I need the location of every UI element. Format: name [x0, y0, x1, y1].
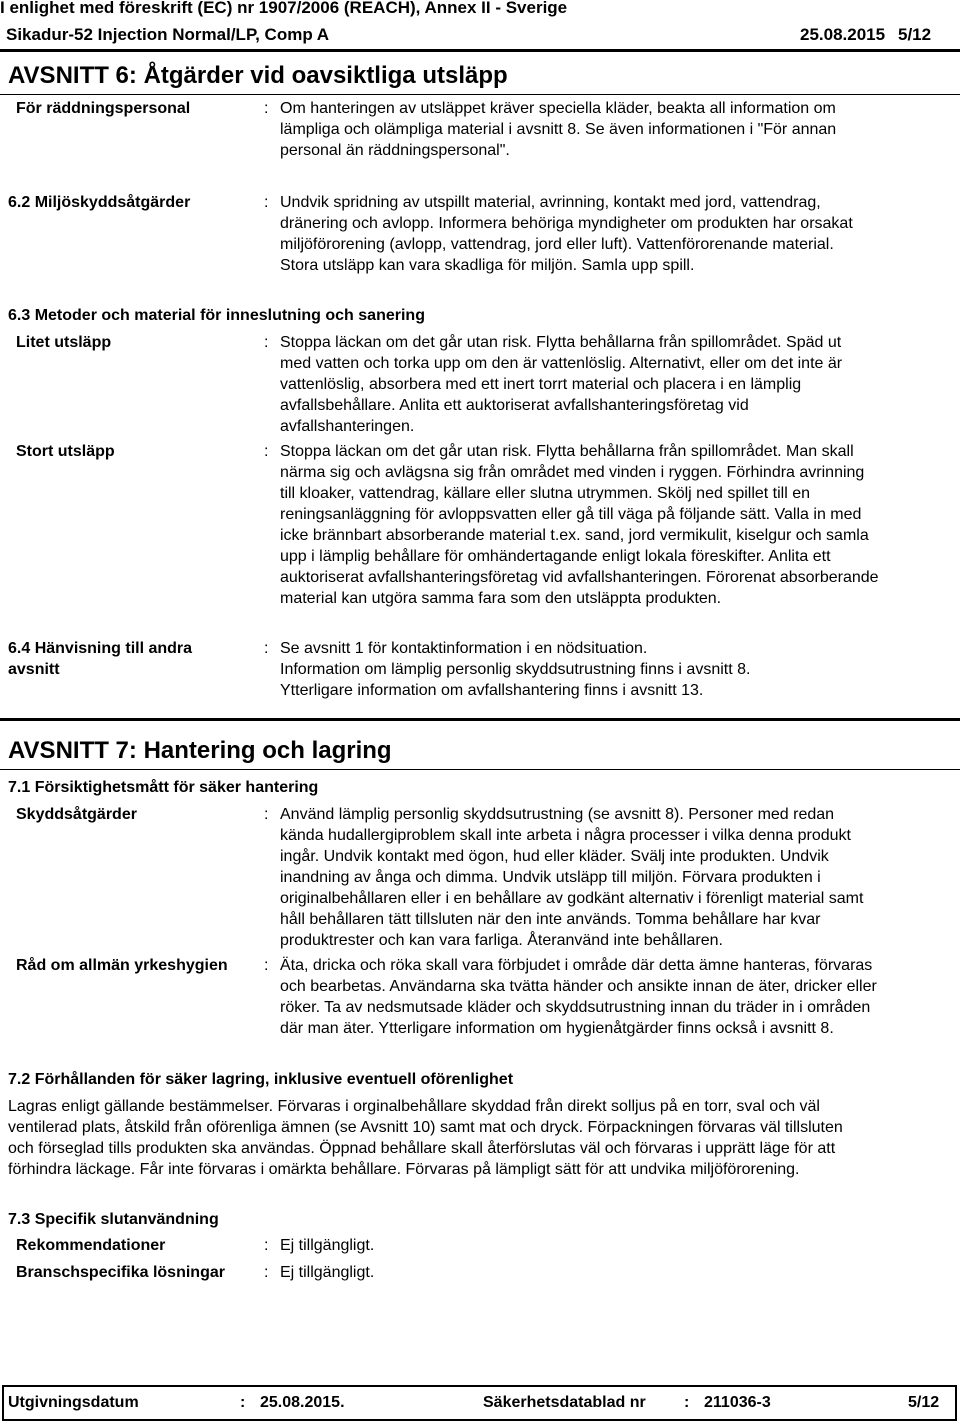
reference-label: 6.4 Hänvisning till andra avsnitt — [8, 640, 193, 678]
large-spill-colon: : — [264, 443, 269, 460]
large-spill-label: Stort utsläpp — [16, 443, 115, 460]
section7-top-rule — [0, 718, 960, 721]
protect-colon: : — [264, 806, 269, 823]
header-date: 25.08.2015 — [800, 25, 886, 44]
regulation-header: I enlighet med föreskrift (EC) nr 1907/2006 (REACH), Annex II - Sverige — [0, 0, 568, 17]
section7-title: AVSNITT 7: Hantering och lagring — [8, 737, 392, 764]
hygiene-label: Råd om allmän yrkeshygien — [16, 957, 228, 974]
industry-colon: : — [264, 1264, 269, 1281]
industry-label: Branschspecifika lösningar — [16, 1264, 225, 1281]
env-label: 6.2 Miljöskyddsåtgärder — [8, 194, 191, 211]
sds-number-value: 211036-3 — [704, 1394, 771, 1411]
footer — [2, 1385, 957, 1421]
recommendations-label: Rekommendationer — [16, 1237, 166, 1254]
env-text: Undvik spridning av utspillt material, avrinning, kontakt med jord, vattendrag, dränering och avlopp. Informera behöriga myndigheter om produkten har orsakat miljöförorening (avlopp, vattendrag, jord eller luft). Vattenförorenande material. Stora utsläpp kan vara skadliga för miljön. Samla upp spill. — [280, 194, 853, 274]
reference-text: Se avsnitt 1 för kontaktinformation i en nödsituation. Information om lämplig personlig skyddsutrustning finns i avsnitt 8. Ytterligare information om avfallshantering finns i avsnitt 13. — [280, 640, 751, 699]
small-spill-colon: : — [264, 334, 269, 351]
small-spill-label: Litet utsläpp — [16, 334, 112, 351]
section6-title: AVSNITT 6: Åtgärder vid oavsiktliga utsläpp — [8, 62, 508, 89]
large-spill-text: Stoppa läckan om det går utan risk. Flytta behållarna från spillområdet. Man skall närma sig och avlägsna sig från området med vinden i ryggen. Förhindra avrinning till kloaker, vattendrag, källare eller slutna utrymmen. Skölj ned spillet till en reningsanläggning för avloppsvatten eller gå till väga på följande sätt. Valla in med icke brännbart absorberande material t.ex. sand, jord vermikulit, kiselgur och samla upp i lämplig behållare för omhändertagande enligt lokala föreskifter. Anlita ett auktoriserat avfallshanteringsföretag vid avfallshanteringen. Förorenat absorberande material kan utgöra samma fara som den utsläppta produkten. — [280, 443, 879, 607]
storage-text: Lagras enligt gällande bestämmelser. Förvaras i orginalbehållare skyddad från direkt solljus på en torr, sval och väl ventilerad plats, åtskild från oförenliga ämnen (se Avsnitt 10) samt mat och dryck. Förpackningen förvaras väl tillsluten och förseglad tills produkten ska användas. Öppnad behållare skall återförslutas väl och förvaras i upprätt läge för att förhindra läckage. Får inte förvaras i omärkta behållare. Förvaras på lämpligt sätt för att undvika miljöförorening. — [8, 1098, 843, 1178]
sds-number-colon: : — [684, 1394, 690, 1411]
sds-number-label: Säkerhetsdatablad nr — [483, 1394, 646, 1411]
protect-label: Skyddsåtgärder — [16, 806, 137, 823]
protect-text: Använd lämplig personlig skyddsutrustning (se avsnitt 8). Personer med redan kända hudallergiproblem skall inte arbeta i några processer i vilka denna produkt ingår. Undvik kontakt med ögon, hud eller kläder. Svälj inte produkten. Undvik inandning av ånga och dimma. Undvik utsläpp till miljön. Förvara produkten i originalbehållaren eller i en behållare av godkänt alternativ i förenligt material samt håll behållaren tätt tillsluten när den inte används. Tomma behållare har kvar produktrester och kan vara farliga. Återanvänd inte behållaren. — [280, 806, 864, 949]
small-spill-text: Stoppa läckan om det går utan risk. Flytta behållarna från spillområdet. Späd ut med vatten och torka upp om den är vattenlöslig. Alternativt, eller om det inte är vattenlöslig, absorbera med ett inert torrt material och placera i en lämplig avfallsbehållare. Anlita ett auktoriserat avfallshanteringsföretag vid avfallshanteringen. — [280, 334, 843, 435]
industry-text: Ej tillgängligt. — [280, 1264, 375, 1281]
rescue-label: För räddningspersonal — [16, 100, 191, 117]
hygiene-colon: : — [264, 957, 269, 974]
recommendations-colon: : — [264, 1237, 269, 1254]
rescue-colon: : — [264, 100, 269, 117]
reference-colon: : — [264, 640, 269, 657]
hygiene-text: Äta, dricka och röka skall vara förbjudet i område där detta ämne hanteras, förvaras och bearbetas. Användarna ska tvätta händer och ansikte innan de äter, dricker eller röker. Ta av nedsmutsade kläder och skyddsutrustning innan du träder in i områden där man äter. Ytterligare information om hygienåtgärder finns också i avsnitt 8. — [280, 957, 877, 1037]
enduse-heading: 7.3 Specifik slutanvändning — [8, 1211, 219, 1228]
section6-rule — [0, 94, 960, 95]
footer-page: 5/12 — [908, 1394, 940, 1411]
issue-date-value: 25.08.2015. — [260, 1394, 345, 1411]
methods-heading: 6.3 Metoder och material för inneslutning och sanering — [8, 307, 425, 324]
header-rule — [0, 49, 960, 52]
issue-date-colon: : — [240, 1394, 246, 1411]
recommendations-text: Ej tillgängligt. — [280, 1237, 375, 1254]
storage-heading: 7.2 Förhållanden för säker lagring, inklusive eventuell oförenlighet — [8, 1071, 514, 1088]
env-colon: : — [264, 194, 269, 211]
rescue-text: Om hanteringen av utsläppet kräver speciella kläder, beakta all information om lämpliga och olämpliga material i avsnitt 8. Se även informationen i "För annan personal än räddningspersonal". — [280, 100, 837, 159]
safe-handling-heading: 7.1 Försiktighetsmått för säker hantering — [8, 779, 319, 796]
header-page: 5/12 — [898, 25, 932, 44]
issue-date-label: Utgivningsdatum — [8, 1394, 139, 1411]
section7-rule — [0, 769, 960, 770]
product-header — [0, 24, 960, 46]
product-name: Sikadur-52 Injection Normal/LP, Comp A — [6, 25, 330, 44]
